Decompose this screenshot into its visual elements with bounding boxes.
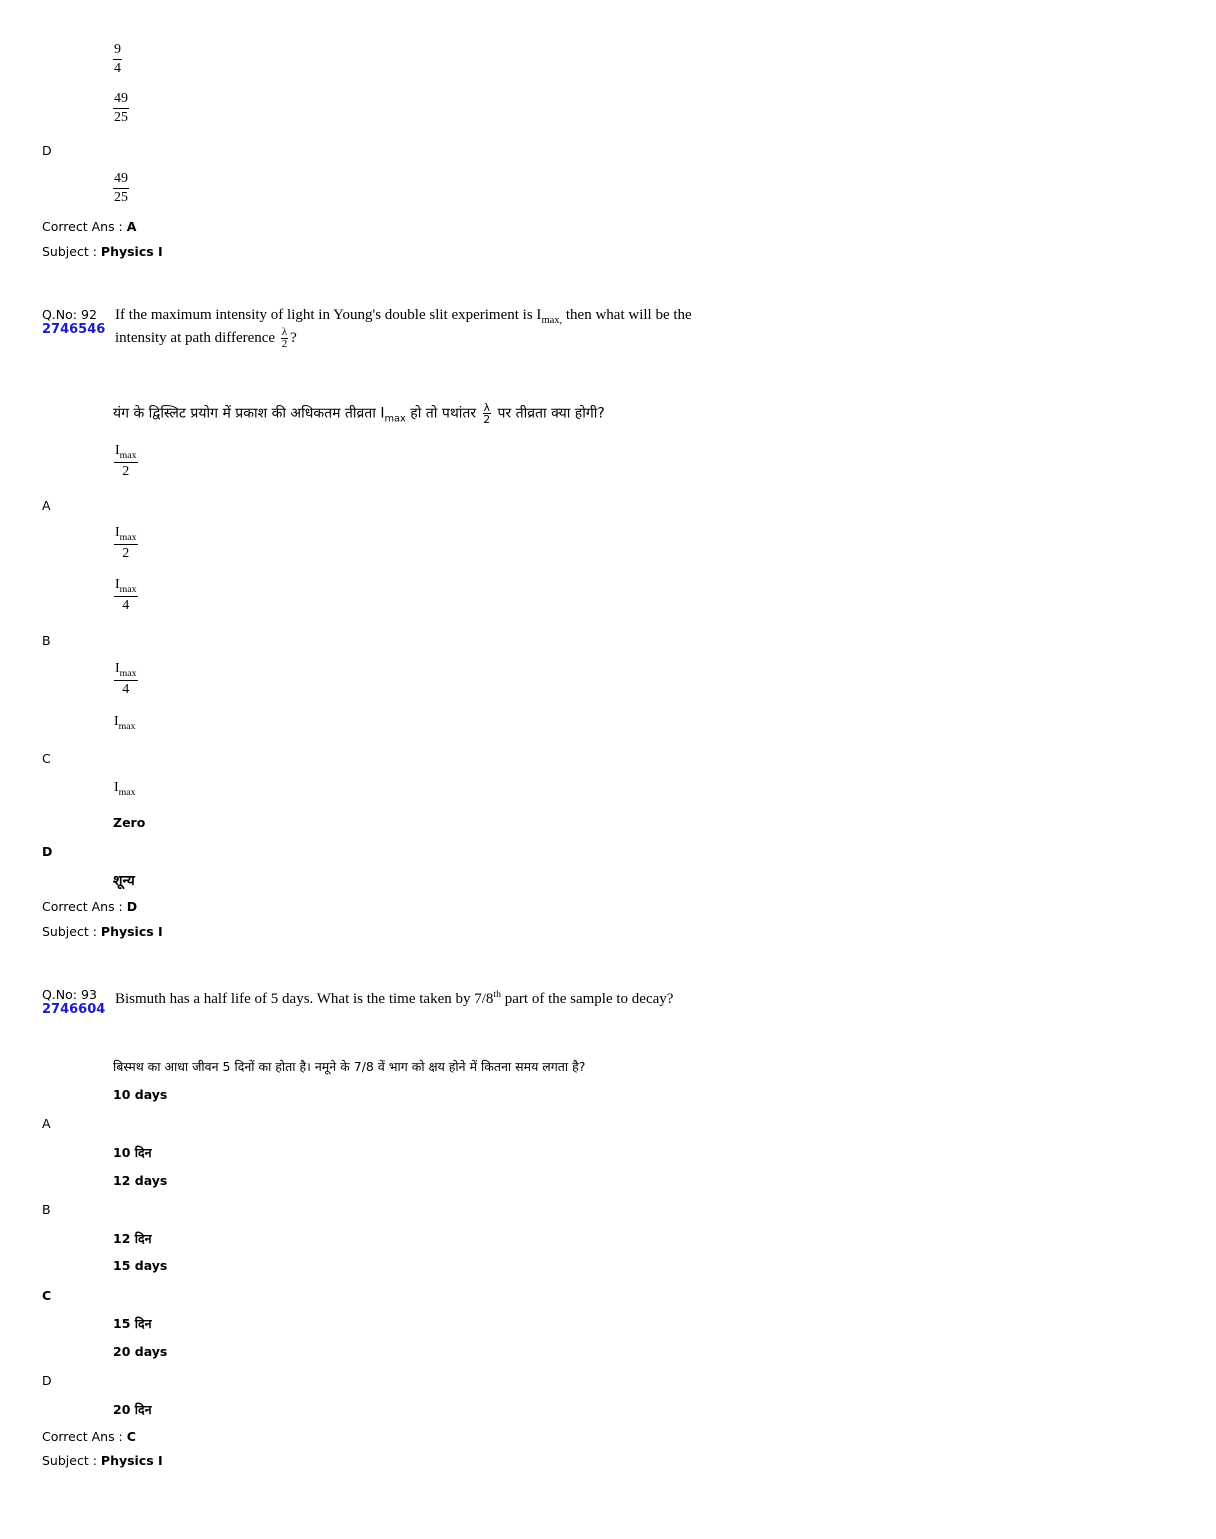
option-text-hi: 12 दिन xyxy=(113,1231,152,1246)
option-text-hi: 10 दिन xyxy=(113,1145,152,1160)
option-fraction: $I_{max}$ 2 xyxy=(115,525,137,562)
correct-answer: Correct Ans : C xyxy=(42,1429,136,1444)
option-label-d: D xyxy=(42,844,53,859)
option-label-c: C xyxy=(42,1288,52,1303)
question-number: Q.No: 92 xyxy=(42,307,97,322)
option-label-c: C xyxy=(42,751,51,766)
option-imax: $I_{max}$ xyxy=(114,714,136,732)
option-fraction: $I_{max}$ 4 xyxy=(115,661,137,698)
option-fraction: $I_{max}$ 4 xyxy=(115,577,137,614)
option-fraction: $\frac{49}{25}$ xyxy=(114,171,128,206)
subject: Subject : Physics I xyxy=(42,1453,163,1468)
lambda-over-two: $\frac{\lambda}{2}$ xyxy=(281,326,288,350)
option-text-en: 15 days xyxy=(113,1258,168,1273)
lambda-over-two: $\frac{\lambda}{2}$ xyxy=(483,401,491,426)
option-label-b: B xyxy=(42,633,51,648)
question-id: 2746546 xyxy=(42,322,106,337)
option-label-a: A xyxy=(42,1116,51,1131)
question-text-hi: यंग के द्विस्लिट प्रयोग में प्रकाश की अधिकतम तीव्रता $I_{max}$ हो तो पथांतर $\frac{\lambda}{2}$ पर तीव्रता क्या होगी? xyxy=(113,401,605,426)
option-label-a: A xyxy=(42,498,51,513)
question-id: 2746604 xyxy=(42,1002,106,1017)
option-text-hi: 15 दिन xyxy=(113,1316,152,1331)
question-text-en-line2: intensity at path difference $\frac{\lambda}{2}$ ? xyxy=(115,326,297,350)
option-text-hi: 20 दिन xyxy=(113,1402,152,1417)
option-label-d: D xyxy=(42,1373,52,1388)
option-imax: $I_{max}$ xyxy=(114,780,136,798)
subject: Subject : Physics I xyxy=(42,924,163,939)
subject: Subject : Physics I xyxy=(42,244,163,259)
question-text-en: If the maximum intensity of light in Young's double slit experiment is $I_{max,}$ then what will be the xyxy=(115,307,692,326)
option-fraction: $I_{max}$ 2 xyxy=(115,443,137,480)
option-fraction: $\frac{9}{4}$ xyxy=(114,42,121,77)
option-text-en: Zero xyxy=(113,815,146,830)
option-label-b: B xyxy=(42,1202,51,1217)
question-number: Q.No: 93 xyxy=(42,987,97,1002)
correct-answer: Correct Ans : A xyxy=(42,219,137,234)
question-text-en: Bismuth has a half life of 5 days. What is the time taken by 7/8th part of the sample to decay? xyxy=(115,989,674,1007)
option-text-en: 20 days xyxy=(113,1344,168,1359)
option-label-d: D xyxy=(42,143,52,158)
option-fraction: $\frac{49}{25}$ xyxy=(114,91,128,126)
option-text-en: 10 days xyxy=(113,1087,168,1102)
option-text-hi: शून्य xyxy=(113,873,135,889)
question-text-hi: बिस्मथ का आधा जीवन 5 दिनों का होता है। नमूने के 7/8 वें भाग को क्षय होने में कितना समय लगता है? xyxy=(113,1059,586,1074)
option-text-en: 12 days xyxy=(113,1173,168,1188)
correct-answer: Correct Ans : D xyxy=(42,899,138,914)
